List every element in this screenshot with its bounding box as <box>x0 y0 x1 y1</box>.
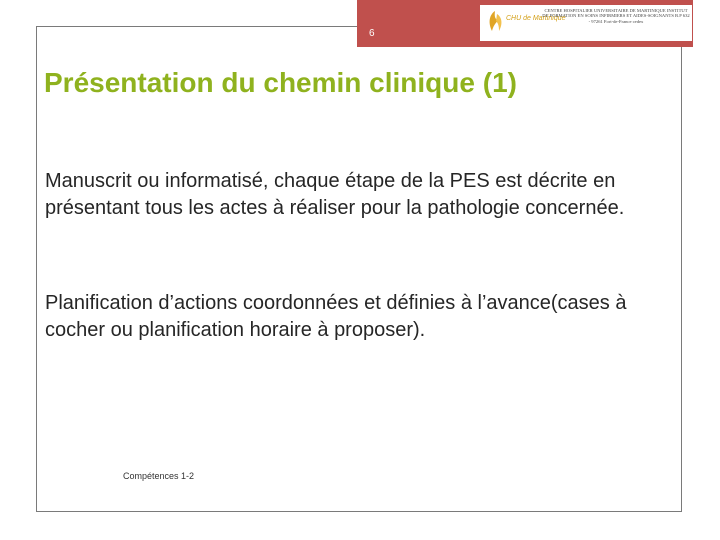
slide-title: Présentation du chemin clinique (1) <box>44 67 517 98</box>
logo-name: CHU de Martinique <box>506 15 566 22</box>
slide-number: 6 <box>369 28 375 39</box>
body-paragraph-1: Manuscrit ou informatisé, chaque étape de la PES est décrite en présentant tous les actes à réaliser pour la pathologie concernée. <box>45 170 625 219</box>
footer-text: Compétences 1-2 <box>123 471 195 481</box>
logo-text: CENTRE HOSPITALIER UNIVERSITAIRE DE MARTINIQUE INSTITUT DE FORMATION EN SOINS INFIRMIERS ET AIDES-SOIGNANTS B.P 632 - 97261 Fort-de-France cedex <box>542 8 690 24</box>
logo-mark-icon <box>484 9 506 35</box>
body-paragraph-2: Planification d’actions coordonnées et définies à l’avance(cases à cocher ou planification horaire à proposer). <box>45 292 627 341</box>
institution-logo <box>480 5 692 41</box>
